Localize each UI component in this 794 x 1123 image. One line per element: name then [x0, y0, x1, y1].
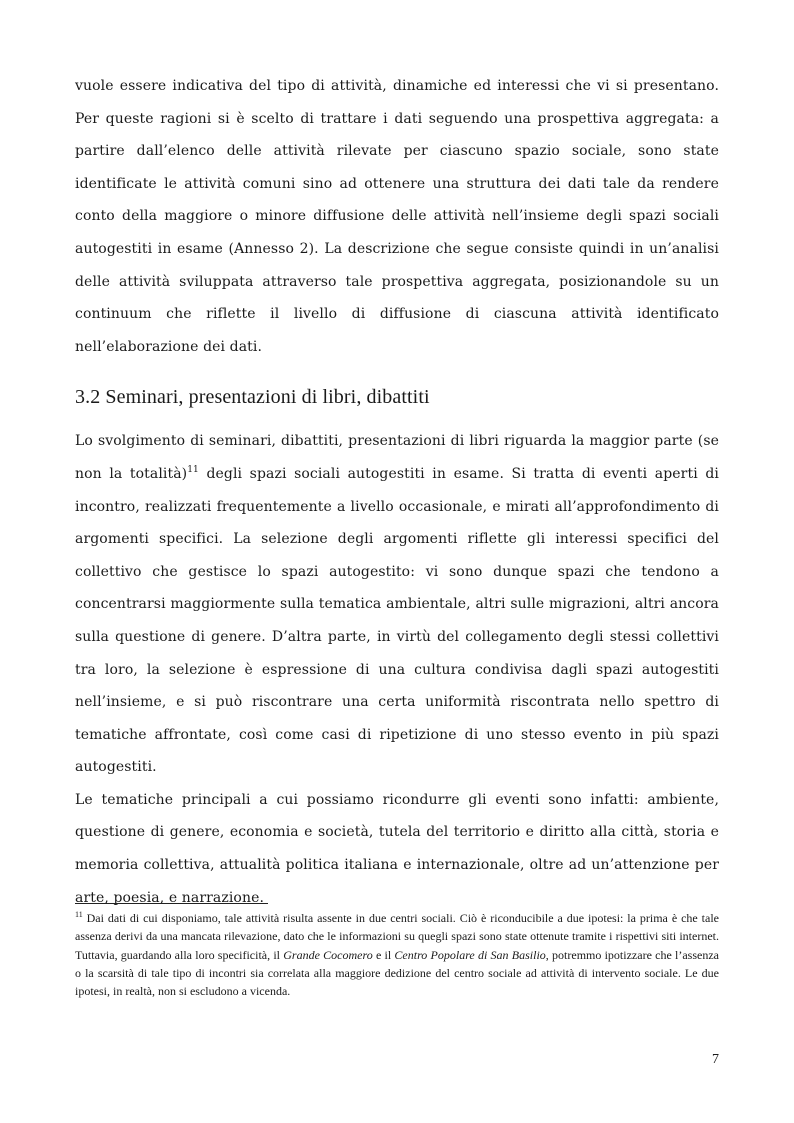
- paragraph-seminari-text-2: degli spazi sociali autogestiti in esame. Si tratta di eventi aperti di incontro, realizzati frequentemente a livello occasionale, e mirati all’approfondimento di argomenti specifici. La selezione degli argomenti riflette gli interessi specifici del collettivo che gestisce lo spazi autogestito: vi sono dunque spazi che tendono a concentrarsi maggiormente sulla tematica ambientale, altri sulle migrazioni, altri ancora sulla questione di genere. D’altra parte, in virtù del collegamento degli stessi collettivi tra loro, la selezione è espressione di una cultura condivisa dagli spazi autogestiti nell’insieme, e si può riscontrare una certa uniformità riscontrata nello spettro di tematiche affrontate, così come casi di ripetizione di uno stesso evento in più spazi autogestiti.: [75, 465, 719, 776]
- footnote-separator: [75, 903, 268, 904]
- paragraph-seminari: [75, 425, 719, 784]
- paragraph-intro: vuole essere indicativa del tipo di attività, dinamiche ed interessi che vi si presentano. Per queste ragioni si è scelto di trattare i dati seguendo una prospettiva aggregata: a partire dall’elenco delle attività rilevate per ciascuno spazio sociale, sono state identificate le attività comuni sino ad ottenere una struttura dei dati tale da rendere conto della maggiore o minore diffusione delle attività nell’insieme degli spazi sociali autogestiti in esame (Annesso 2). La descrizione che segue consiste quindi in un’analisi delle attività sviluppata attraverso tale prospettiva aggregata, posizionandole su un continuum che riflette il livello di diffusione di ciascuna attività identificato nell’elaborazione dei dati.: [75, 78, 719, 355]
- footnote-italic-centro-popolare: Centro Popolare di San Basilio: [394, 947, 546, 962]
- page-body: [75, 70, 719, 914]
- footnote-text-2: e il: [372, 947, 395, 962]
- paragraph-tematiche: Le tematiche principali a cui possiamo ricondurre gli eventi sono infatti: ambiente, questione di genere, economia e società, tutela del territorio e diritto alla città, storia e memoria collettiva, attualità politica italiana e internazionale, oltre ad un’attenzione per arte, poesia, e narrazione.: [75, 791, 719, 906]
- section-heading: 3.2 Seminari, presentazioni di libri, dibattiti: [75, 386, 430, 409]
- footnote-italic-grande-cocomero: Grande Cocomero: [283, 947, 373, 962]
- footnote-text-3: , potremmo ipotizzare che l’assenza o la scarsità di tale tipo di incontri sia correlata alla maggiore dedizione del centro sociale ad attività di intervento sociale. Le due ipotesi, in realtà, non si escludono a vicenda.: [75, 947, 719, 999]
- page-number: 7: [712, 1052, 719, 1067]
- footnote-number: 11: [75, 910, 83, 919]
- footnote-reference[interactable]: 11: [187, 464, 199, 475]
- paragraph-seminari-text-1: Lo svolgimento di seminari, dibattiti, presentazioni di libri riguarda la maggior parte (se non la totalità): [75, 433, 719, 482]
- footnote-text-1: Dai dati di cui disponiamo, tale attività risulta assente in due centri sociali. Ciò è riconducibile a due ipotesi: la prima è che tale assenza derivi da una mancata rilevazione, dato che le informazioni su quegli spazi sono state ottenute tramite i rispettivi siti internet. Tuttavia, guardando alla loro specificità, il: [75, 911, 719, 962]
- footnote: [75, 909, 719, 1000]
